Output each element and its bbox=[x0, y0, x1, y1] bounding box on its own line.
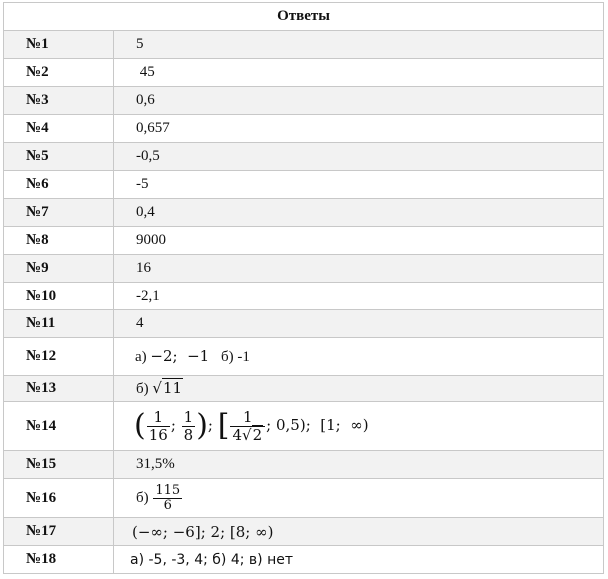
fraction-denominator: 8 bbox=[183, 425, 194, 444]
table-header: Ответы bbox=[4, 3, 604, 31]
fraction-numerator: 1 bbox=[153, 407, 164, 426]
table-row bbox=[4, 546, 604, 574]
question-number: №16 bbox=[4, 479, 114, 518]
table-row bbox=[4, 479, 604, 518]
answers-table bbox=[3, 2, 604, 574]
answer-cell: 5 bbox=[114, 31, 604, 59]
fraction-denominator: 16 bbox=[148, 425, 168, 444]
question-number: №10 bbox=[4, 283, 114, 310]
answer-cell: 16 bbox=[114, 255, 604, 283]
answer-cell: 9000 bbox=[114, 227, 604, 255]
answer-cell: 4 bbox=[114, 310, 604, 338]
table-header-row bbox=[4, 3, 604, 31]
table-row bbox=[4, 402, 604, 451]
fraction bbox=[153, 484, 182, 513]
separator: ; bbox=[207, 416, 213, 434]
answer-cell: 31,5% bbox=[114, 451, 604, 479]
open-bracket: [ bbox=[217, 408, 230, 443]
answer-cell bbox=[114, 338, 604, 376]
interval-expression bbox=[134, 407, 369, 444]
sqrt-radicand: 11 bbox=[162, 379, 183, 397]
close-paren: ) bbox=[196, 408, 208, 443]
fraction bbox=[182, 409, 196, 444]
table-row bbox=[4, 171, 604, 199]
sqrt-expression bbox=[152, 379, 183, 397]
answer-cell bbox=[114, 402, 604, 451]
table-row bbox=[4, 518, 604, 546]
table-row bbox=[4, 59, 604, 87]
question-number: №18 bbox=[4, 546, 114, 574]
separator: ; bbox=[266, 416, 272, 434]
table-row bbox=[4, 338, 604, 376]
answer-cell: а) -5, -3, 4; б) 4; в) нет bbox=[114, 546, 604, 574]
answer-cell: 0,6 bbox=[114, 87, 604, 115]
answer-label: б) bbox=[136, 489, 153, 506]
table-row bbox=[4, 376, 604, 402]
answer-b-label: б) bbox=[220, 349, 238, 365]
question-number: №4 bbox=[4, 115, 114, 143]
table-row bbox=[4, 115, 604, 143]
fraction-denominator bbox=[230, 426, 265, 444]
sqrt-radicand: 2 bbox=[252, 425, 263, 444]
fraction-numerator: 115 bbox=[155, 482, 181, 498]
answer-cell: -0,5 bbox=[114, 143, 604, 171]
answer-label: б) bbox=[136, 381, 153, 397]
answer-cell bbox=[114, 479, 604, 518]
question-number: №3 bbox=[4, 87, 114, 115]
table-row bbox=[4, 451, 604, 479]
question-number: №9 bbox=[4, 255, 114, 283]
question-number: №13 bbox=[4, 376, 114, 402]
question-number: №14 bbox=[4, 402, 114, 451]
fraction-numerator: 1 bbox=[243, 407, 253, 426]
sqrt-sign: √ bbox=[152, 379, 162, 397]
answer-cell: 0,4 bbox=[114, 199, 604, 227]
question-number: №11 bbox=[4, 310, 114, 338]
table-row bbox=[4, 143, 604, 171]
fraction-denominator: 6 bbox=[153, 498, 182, 513]
sqrt-sign: √ bbox=[242, 425, 252, 444]
answer-b-value: -1 bbox=[237, 349, 250, 365]
table-row bbox=[4, 199, 604, 227]
table-row bbox=[4, 310, 604, 338]
table-row bbox=[4, 87, 604, 115]
question-number: №2 bbox=[4, 59, 114, 87]
answer-a-label: а) bbox=[135, 349, 151, 365]
question-number: №5 bbox=[4, 143, 114, 171]
answer-cell: 0,657 bbox=[114, 115, 604, 143]
fraction-numerator: 1 bbox=[183, 407, 194, 426]
question-number: №12 bbox=[4, 338, 114, 376]
question-number: №1 bbox=[4, 31, 114, 59]
question-number: №15 bbox=[4, 451, 114, 479]
denominator-coefficient: 4 bbox=[232, 425, 243, 444]
fraction bbox=[230, 409, 265, 444]
table-row bbox=[4, 31, 604, 59]
separator: ; bbox=[170, 416, 176, 434]
answer-a-value: −2; −1 bbox=[150, 347, 210, 365]
question-number: №6 bbox=[4, 171, 114, 199]
answer-cell: -2,1 bbox=[114, 283, 604, 310]
interval-tail: 0,5); [1; ∞) bbox=[275, 416, 369, 434]
question-number: №7 bbox=[4, 199, 114, 227]
open-paren: ( bbox=[134, 408, 146, 443]
question-number: №8 bbox=[4, 227, 114, 255]
answer-cell: -5 bbox=[114, 171, 604, 199]
question-number: №17 bbox=[4, 518, 114, 546]
answer-cell: 45 bbox=[114, 59, 604, 87]
fraction bbox=[147, 409, 170, 444]
answer-cell: (−∞; −6]; 2; [8; ∞) bbox=[114, 518, 604, 546]
table-row bbox=[4, 283, 604, 310]
table-row bbox=[4, 227, 604, 255]
answer-cell bbox=[114, 376, 604, 402]
table-row bbox=[4, 255, 604, 283]
